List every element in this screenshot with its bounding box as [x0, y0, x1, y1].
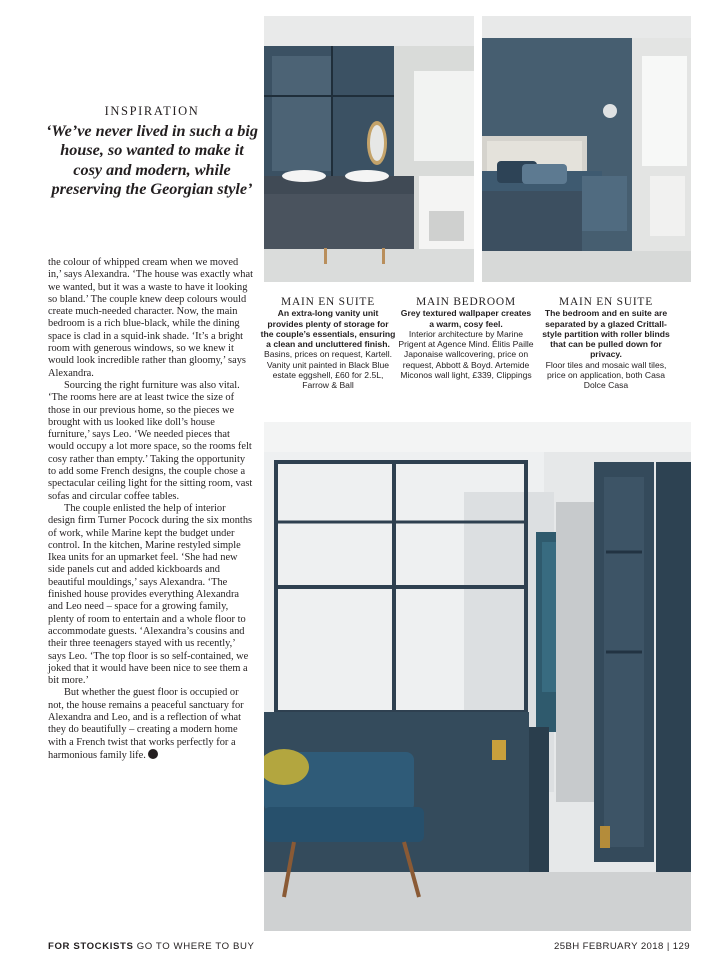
caption-lead: An extra-long vanity unit provides plenty of storage for the couple’s essentials, ensuring a clean and uncluttered finish. — [260, 308, 396, 350]
caption-details: Interior architecture by Marine Prigent at Agence Mind. Élitis Paille Japonaise wallcovering, price on request, Abbott & Boyd. Artemide Miconos wall light, £339, Clippings — [398, 328, 534, 381]
body-paragraph: the colour of whipped cream when we moved in,’ says Alexandra. ‘The house was exactly what we wanted, but it was a waste to have it looking so bland.’ The couple knew deep colours would create much-needed character. Now, the main bedroom is a rich blue-black, while the dining space is clad in a squid-ink shade. ‘It’s a bright room with generous windows, so we knew it would look incredible rather than gloomy,’ says Alexandra. — [48, 257, 253, 379]
caption-main-bedroom — [398, 297, 534, 380]
stockists-label: FOR STOCKISTS — [48, 941, 134, 952]
article-body — [48, 257, 254, 762]
end-mark-icon — [148, 749, 158, 759]
body-paragraph: The couple enlisted the help of interior design firm Turner Pocock during the six months of work, while Marine kept the budget under control. In the kitchen, Marine restyled simple Ikea units for an upmarket feel. ‘She had new side panels cut and added kickboards and beautiful mouldings,’ says Alexandra. ‘The finished house provides everything Alexandra and Leo need – space for a growing family, plenty of room to entertain and a whole floor to accommodate guests. ‘Alexandra’s cousins and their three teenagers stayed with us recently,’ says Leo. ‘The top floor is so self-contained, we joked that it would have been nice to see them a bit more.’ — [48, 502, 253, 687]
body-paragraph-text: But whether the guest floor is occupied or not, the house remains a peaceful sanctuary for Alexandra and Leo, and is a reflection of what they do beautifully – creating a modern home with a French twist that works perfectly for a harmonious family life. — [48, 687, 244, 761]
body-paragraph: Sourcing the right furniture was also vital. ‘The rooms here are at least twice the size of those in our previous home, so the pieces we brought with us looked like doll’s house furniture,’ says Leo. ‘We needed pieces that would occupy a lot more space, so the rooms felt cosy rather than empty.’ Taking the opportunity to add some French designs, the couple chose a spectacular ceiling light for the sitting room, vast sofas and circular coffee tables. — [48, 379, 253, 502]
caption-details: Basins, prices on request, Kartell. Vanity unit painted in Black Blue estate eggshell, £60 for 2.5L, Farrow & Ball — [263, 349, 392, 391]
stockists-text: GO TO WHERE TO BUY — [133, 941, 255, 952]
pull-quote: ‘We’ve never lived in such a big house, so wanted to make it cosy and modern, while preserving the Georgian style’ — [46, 122, 258, 199]
caption-lead: Grey textured wallpaper creates a warm, cosy feel. — [400, 308, 532, 329]
folio: 25BH FEBRUARY 2018 | 129 — [554, 941, 690, 952]
photo-main-bedroom — [482, 16, 691, 282]
caption-main-en-suite-2 — [538, 297, 674, 391]
body-paragraph-last — [48, 687, 254, 762]
caption-lead: The bedroom and en suite are separated by a glazed Crittall-style partition with roller blinds that can be pulled down for privacy. — [542, 308, 670, 360]
caption-title: MAIN BEDROOM — [416, 296, 516, 308]
caption-main-en-suite-1 — [260, 297, 396, 391]
stockists-footer — [48, 941, 255, 952]
caption-details: Floor tiles and mosaic wall tiles, price on application, both Casa Dolce Casa — [545, 359, 667, 391]
caption-title: MAIN EN SUITE — [281, 296, 375, 308]
photo-en-suite-partition — [264, 422, 691, 931]
inspiration-label: INSPIRATION — [104, 104, 200, 118]
caption-title: MAIN EN SUITE — [559, 296, 653, 308]
photo-en-suite-vanity — [264, 16, 474, 282]
